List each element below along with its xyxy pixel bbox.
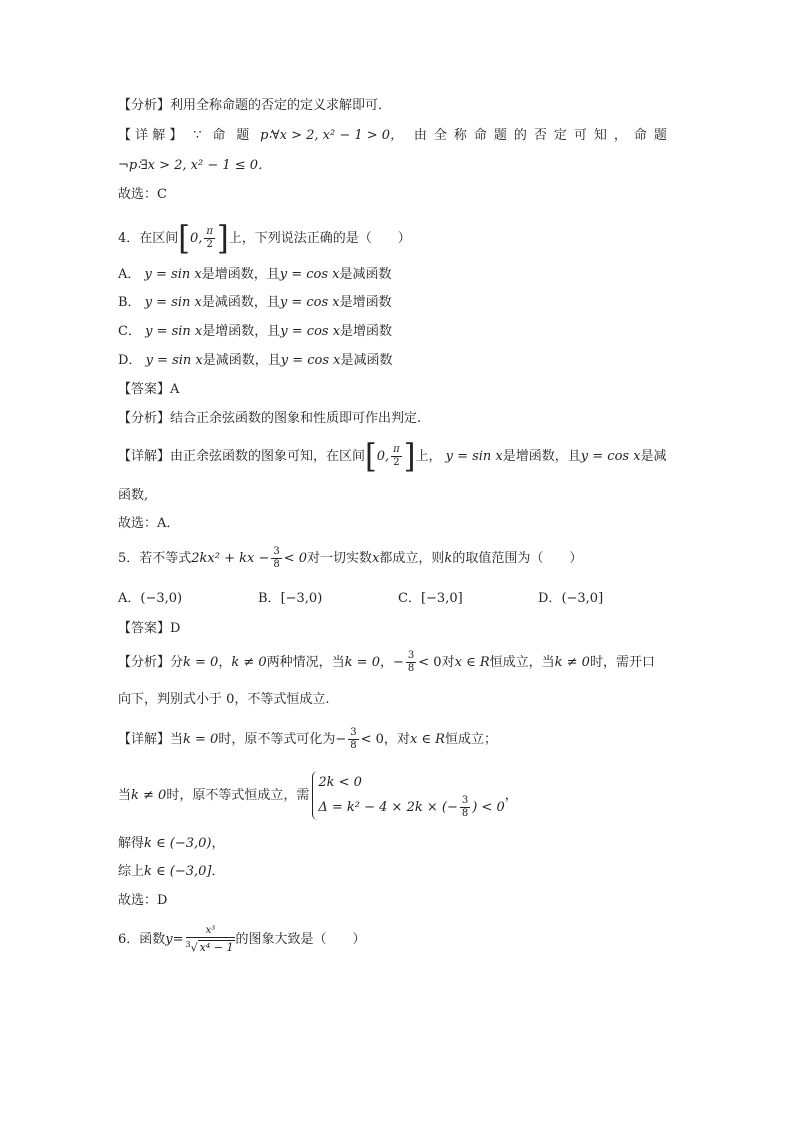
q4-choice: 故选：A． [118, 516, 180, 531]
q5-option-d: D．(−3,0] [538, 591, 604, 606]
q5-analysis-cont: 向下，判别式小于 0，不等式恒成立. [118, 692, 330, 707]
q4-option-c: C． y = sin x是增函数，且y = cos x是增函数 [118, 324, 393, 339]
q5-detail-2: 当k ≠ 0时，原不等式恒成立，需 2k < 0 Δ = k² − 4 × 2k × (− $\frac{3}{8}$ ) < 0 ， [118, 768, 678, 824]
q4-analysis: 【分析】结合正余弦函数的图象和性质即可作出判定. [118, 411, 422, 426]
q4-answer: 【答案】A [118, 382, 180, 397]
q3-analysis: 【分析】利用全称命题的否定的定义求解即可． [118, 98, 392, 113]
q5-option-c: C．[−3,0] [398, 591, 463, 606]
q3-negation: ¬p∶∃x > 2, x² − 1 ≤ 0． [118, 158, 272, 173]
q4-option-a: A． y = sin x是增函数，且y = cos x是减函数 [118, 267, 392, 282]
q5-option-a: A．(−3,0) [118, 591, 183, 606]
q5-analysis: 【分析】分k = 0，k ≠ 0两种情况，当k = 0，− $\frac{3}{8}$ < 0对x ∈ R恒成立，当k ≠ 0时，需开口 [118, 650, 655, 674]
q3-choice: 故选：C [118, 187, 167, 202]
q4-option-d: D． y = sin x是减函数，且y = cos x是减函数 [118, 353, 393, 368]
cube-root-fraction: $\frac{\text{x³}}{^3√ x^4 - 1}$ [185, 924, 234, 955]
inequality-system: 2k < 0 Δ = k² − 4 × 2k × (− $\frac{3}{8}$ ) < 0 [312, 771, 504, 820]
q5-options [118, 589, 678, 609]
q5-option-b: B．[−3,0) [258, 591, 323, 606]
q5-stem: 5．若不等式2kx² + kx − $\frac{3}{8}$ < 0对一切实数x都成立，则k的取值范围为（ ） [118, 546, 583, 570]
q6-stem: 6．函数y= $\frac{\text{x³}}{^3√ x^4 - 1}$ 的图象大致是（ ） [118, 924, 366, 955]
q5-solve: 解得k ∈ (−3,0)， [118, 836, 225, 851]
q5-detail-1: 【详解】当k = 0时，原不等式可化为− $\frac{3}{8}$ < 0，对x ∈ R恒成立； [118, 727, 497, 751]
q4-detail: 【详解】由正余弦函数的图象可知，在区间[0, $\frac{\pi}{2}$ ]上， y = sin x是增函数，且y = cos x是减 [118, 436, 667, 476]
q5-choice: 故选：D [118, 893, 168, 908]
q3-detail-line: 【 详 解 】 ∵ 命 题 p∶∀x > 2, x² − 1 > 0， 由全称命题的否定可知，命题 [118, 128, 674, 143]
q5-answer: 【答案】D [118, 621, 181, 636]
q4-option-b: B． y = sin x是减函数，且y = cos x是增函数 [118, 295, 392, 310]
q4-stem: 4．在区间[0, $\frac{\pi}{2}$ ]上，下列说法正确的是（ ） [118, 218, 411, 258]
q5-summary: 综上k ∈ (−3,0]． [118, 864, 225, 879]
q4-detail-cont: 函数, [118, 488, 149, 503]
